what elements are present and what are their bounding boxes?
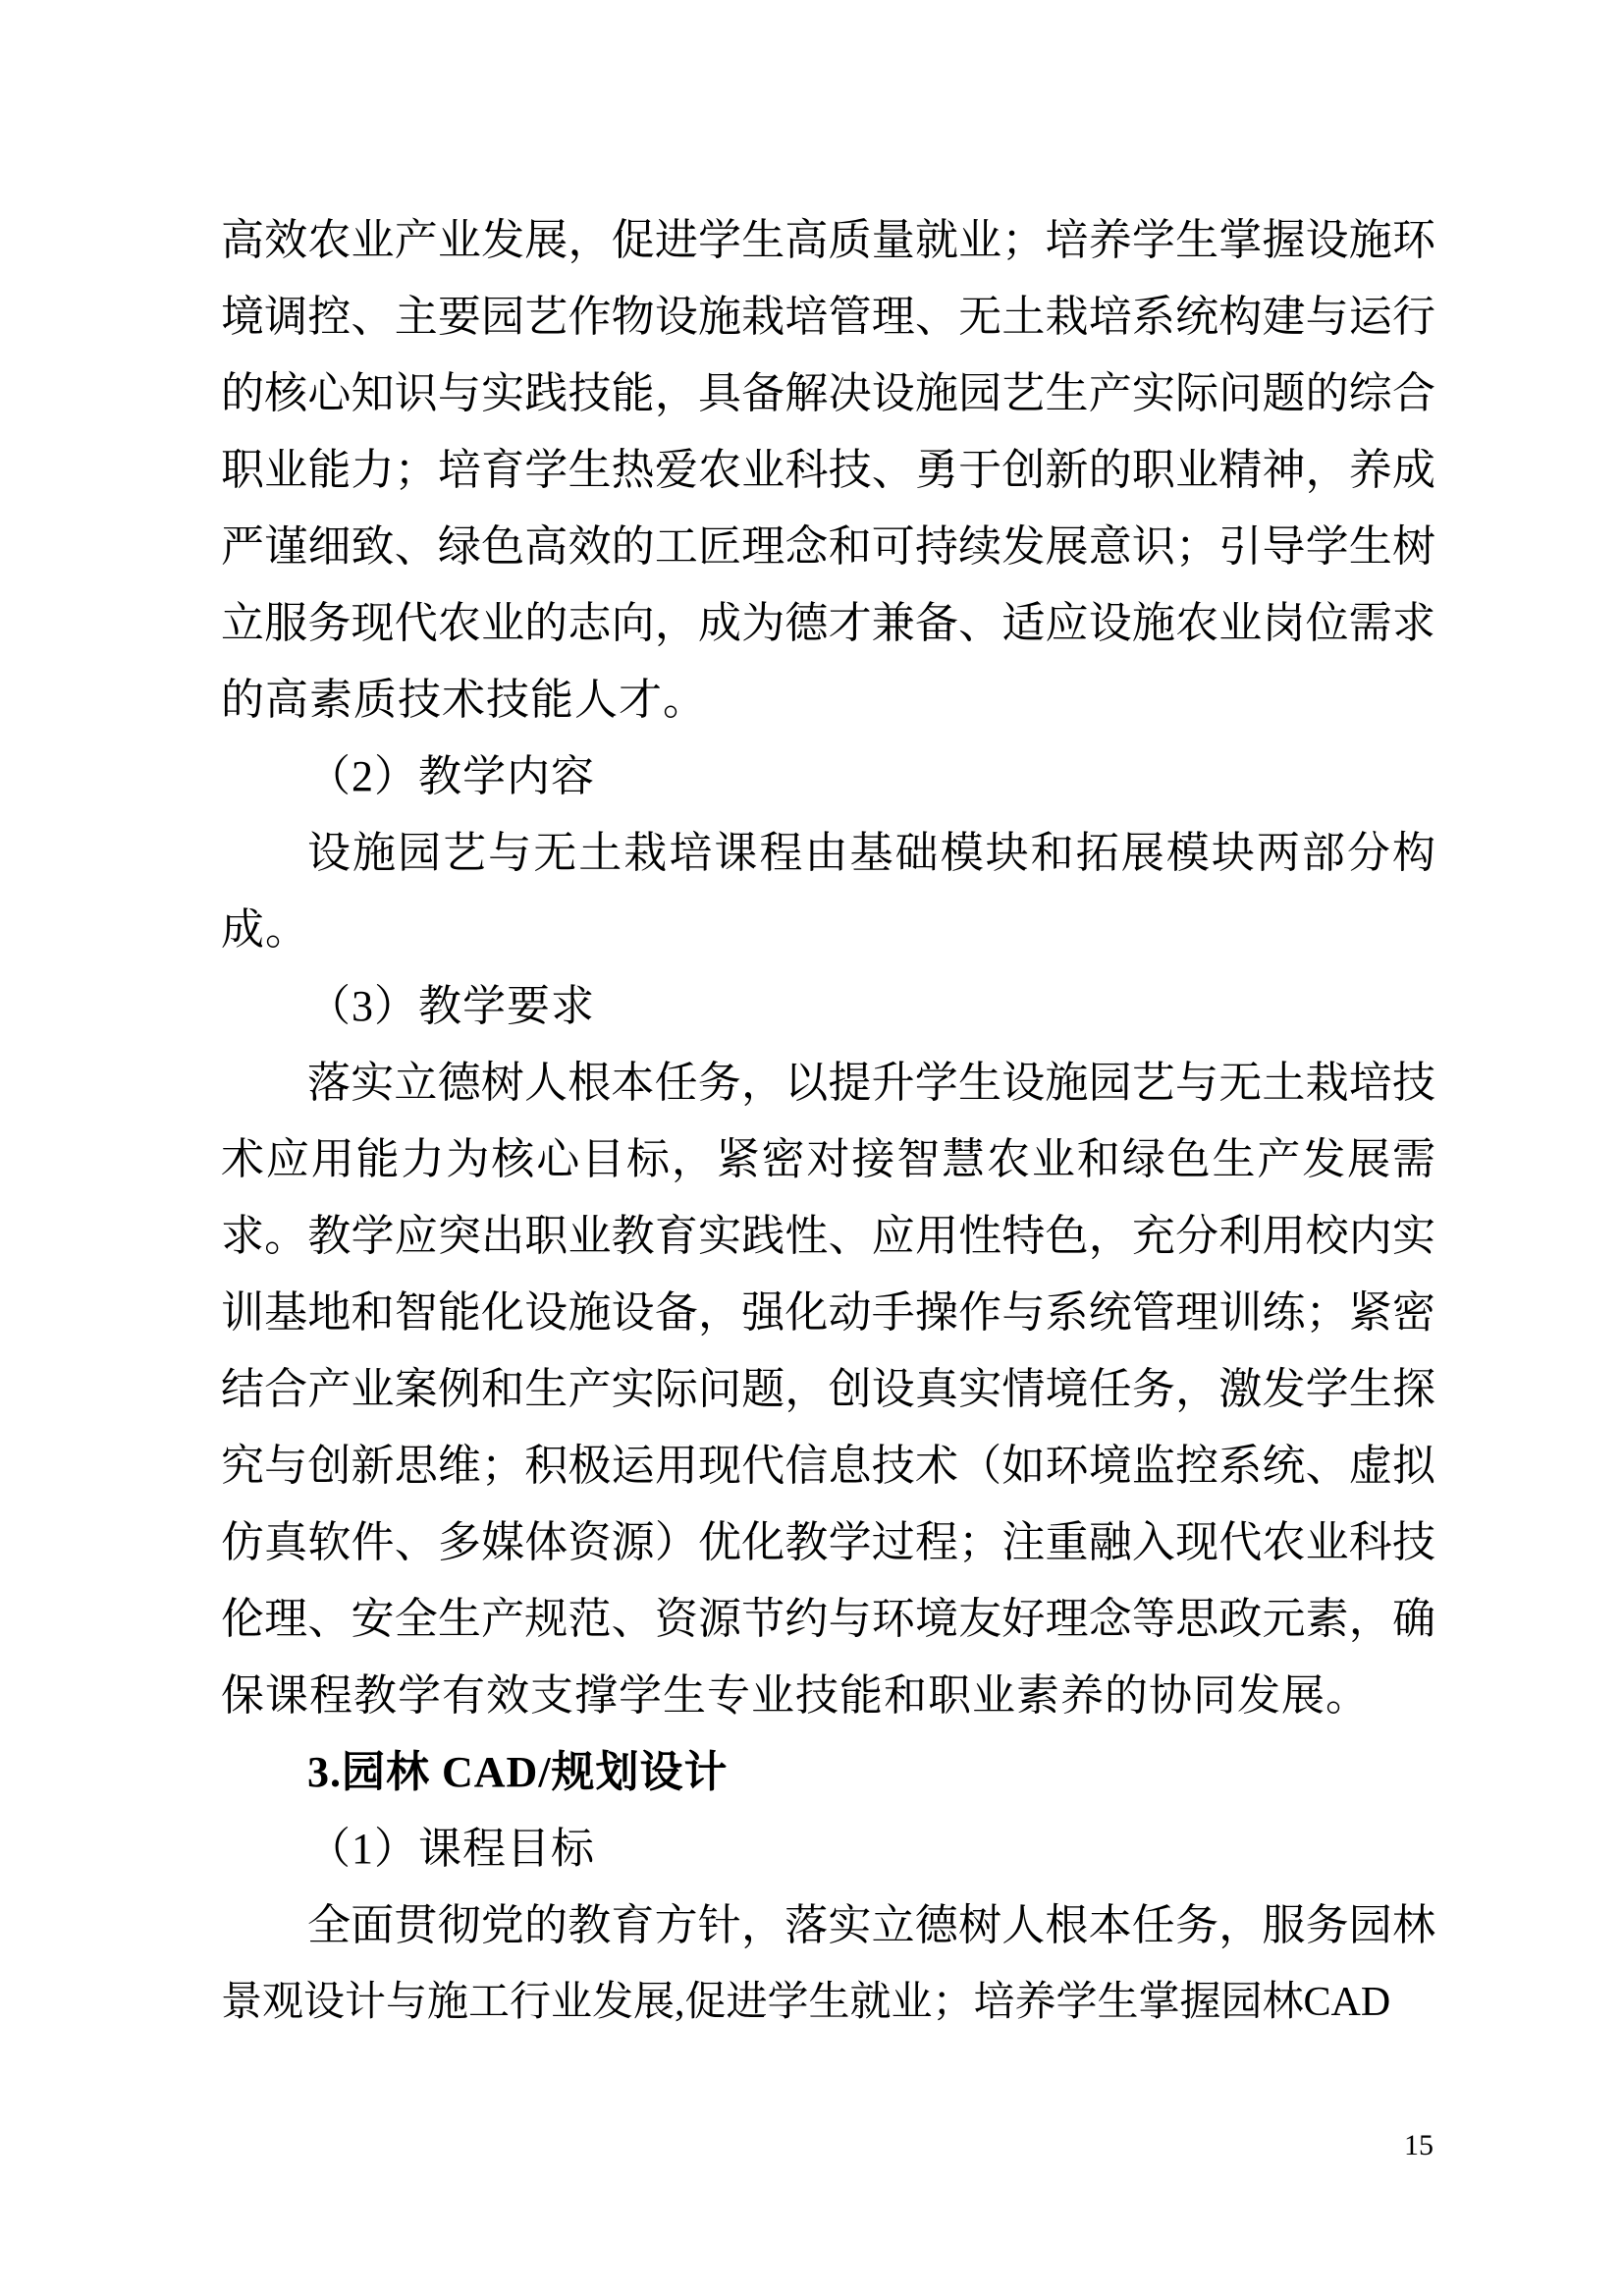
text-line: 设施园艺与无土栽培课程由基础模块和拓展模块两部分构 <box>307 829 1435 877</box>
text-line: 伦理、安全生产规范、资源节约与环境友好理念等思政元素，确 <box>221 1595 1435 1643</box>
text-line: 职业能力；培育学生热爱农业科技、勇于创新的职业精神，养成 <box>221 446 1435 494</box>
text-line: 求。教学应突出职业教育实践性、应用性特色，充分利用校内实 <box>221 1212 1435 1260</box>
text-line: 落实立德树人根本任务，以提升学生设施园艺与无土栽培技 <box>307 1059 1435 1107</box>
text-line: 高效农业产业发展，促进学生高质量就业；培养学生掌握设施环 <box>221 216 1435 264</box>
text-line: 究与创新思维；积极运用现代信息技术（如环境监控系统、虚拟 <box>221 1442 1435 1490</box>
text-line: 全面贯彻党的教育方针，落实立德树人根本任务，服务园林 <box>307 1901 1435 1949</box>
text-line: （2）教学内容 <box>307 752 595 800</box>
text-line: 的核心知识与实践技能，具备解决设施园艺生产实际问题的综合 <box>221 369 1435 417</box>
text-line: 仿真软件、多媒体资源）优化教学过程；注重融入现代农业科技 <box>221 1518 1435 1566</box>
text-line: 立服务现代农业的志向，成为德才兼备、适应设施农业岗位需求 <box>221 599 1435 647</box>
text-line: （1）课程目标 <box>307 1825 595 1873</box>
text-line: 训基地和智能化设施设备，强化动手操作与系统管理训练；紧密 <box>221 1288 1435 1337</box>
text-line: 术应用能力为核心目标，紧密对接智慧农业和绿色生产发展需 <box>221 1135 1435 1183</box>
text-block <box>221 202 1435 2041</box>
text-line: 境调控、主要园艺作物设施栽培管理、无土栽培系统构建与运行 <box>221 293 1435 341</box>
text-line: 成。 <box>221 905 309 954</box>
text-line: 结合产业案例和生产实际问题，创设真实情境任务，激发学生探 <box>221 1365 1435 1413</box>
text-line: 景观设计与施工行业发展,促进学生就业；培养学生掌握园林CAD <box>221 1980 1391 2025</box>
text-line: 的高素质技术技能人才。 <box>221 676 707 724</box>
heading-line: 3.园林 CAD/规划设计 <box>307 1748 729 1796</box>
text-line: （3）教学要求 <box>307 982 595 1030</box>
text-line: 严谨细致、绿色高效的工匠理念和可持续发展意识；引导学生树 <box>221 522 1435 571</box>
text-line: 保课程教学有效支撑学生专业技能和职业素养的协同发展。 <box>221 1671 1370 1720</box>
page-number: 15 <box>1404 2129 1434 2161</box>
